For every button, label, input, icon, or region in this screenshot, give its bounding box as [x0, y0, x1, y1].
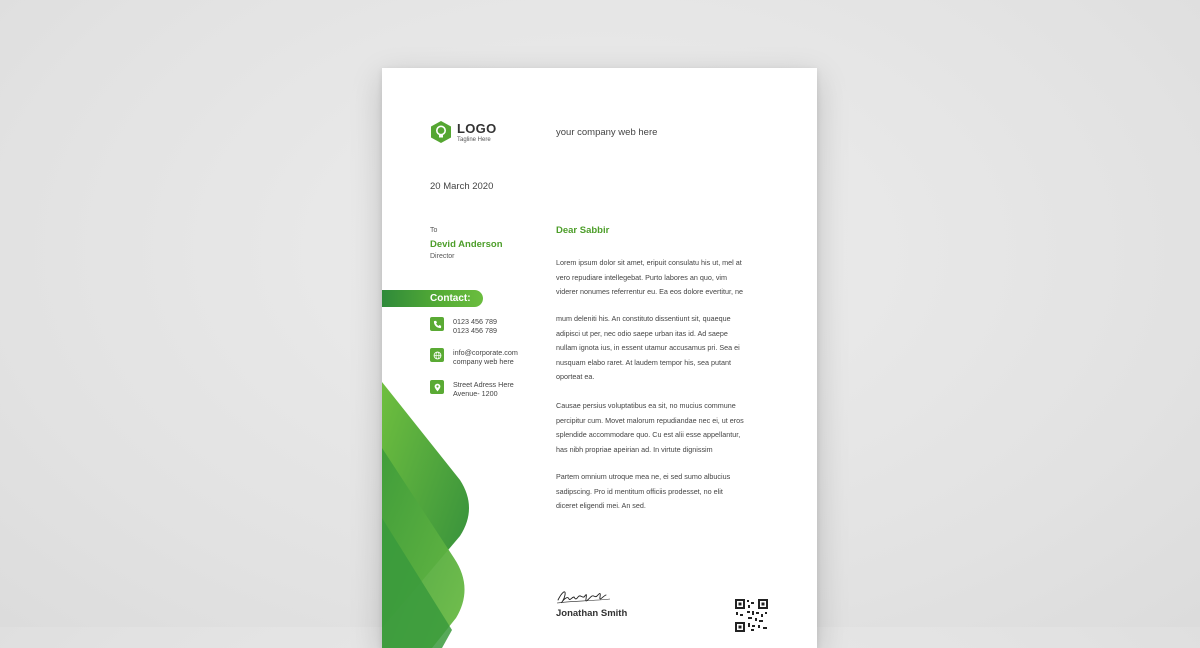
contact-email: info@corporate.com [453, 348, 518, 357]
paragraph-line: percipitur cum. Movet malorum repudiandae nec ei, ut eros [556, 415, 744, 425]
contact-phone-2: 0123 456 789 [453, 326, 497, 335]
contact-heading: Contact: [430, 293, 471, 304]
paragraph-line: nullam ignota ius, in essent utamur accusamus pri. Sea ei [556, 343, 740, 352]
recipient-to-label: To [430, 227, 438, 234]
contact-item-web [430, 348, 518, 366]
recipient-name: Devid Anderson [430, 239, 503, 250]
recipient-title: Director [430, 253, 455, 260]
decorative-green-shapes [382, 368, 502, 648]
hexagon-bulb-icon [430, 120, 452, 144]
paragraph-line: nusquam elabo raret. At laudem tempor his, sea putant [556, 357, 731, 367]
paragraph-line: viderer nonumes referrentur eu. Ea eos dolore evertitur, ne [556, 287, 743, 296]
paragraph-line: Causae persius voluptatibus ea sit, no mucius commune [556, 401, 736, 410]
qr-code [734, 598, 769, 633]
paragraph-line: vero repudiare intellegebat. Purto labores an quo, vim [556, 272, 728, 282]
phone-icon [430, 317, 444, 331]
letterhead-document [382, 68, 817, 648]
logo-wordmark: LOGO [457, 120, 497, 136]
paragraph-line: mum deleniti his. An constituto dissentiunt sit, quaeque [556, 314, 731, 323]
company-website: your company web here [556, 127, 658, 138]
letter-date: 20 March 2020 [430, 181, 494, 192]
contact-phone-1: 0123 456 789 [453, 317, 497, 326]
contact-heading-pill [382, 290, 483, 307]
company-logo [430, 120, 496, 144]
paragraph-line: sadipscing. Pro id mentitum officiis prodesset, no elit [556, 486, 723, 496]
paragraph-line: Lorem ipsum dolor sit amet, eripuit consulatu his ut, mel at [556, 258, 742, 267]
letter-paragraph-4 [556, 470, 776, 514]
paragraph-line: oporteat ea. [556, 372, 595, 381]
letter-salutation: Dear Sabbir [556, 225, 610, 236]
signatory-name: Jonathan Smith [556, 608, 628, 619]
contact-website: company web here [453, 357, 514, 366]
paragraph-line: splendide accommodare quo. Cu est alii esse appellantur, [556, 430, 741, 439]
globe-icon [430, 348, 444, 362]
letter-paragraph-1 [556, 256, 776, 300]
paragraph-line: has nibh propriae apeirian ad. In virtute dignissim [556, 444, 713, 454]
letter-paragraph-3 [556, 399, 776, 457]
contact-avenue: Avenue- 1200 [453, 389, 498, 398]
handwritten-signature [556, 586, 612, 608]
logo-tagline: Tagline Here [457, 136, 491, 143]
contact-item-phone [430, 317, 497, 335]
paragraph-line: adipisci ut per, nec odio saepe urban itas id. Ad saepe [556, 328, 728, 338]
paragraph-line: Partem omnium utroque mea ne, ei sed sumo albucius [556, 472, 731, 481]
letter-paragraph-2 [556, 312, 776, 385]
contact-street: Street Adress Here [453, 380, 514, 389]
paragraph-line: diceret eligendi mei. An sed. [556, 501, 646, 510]
